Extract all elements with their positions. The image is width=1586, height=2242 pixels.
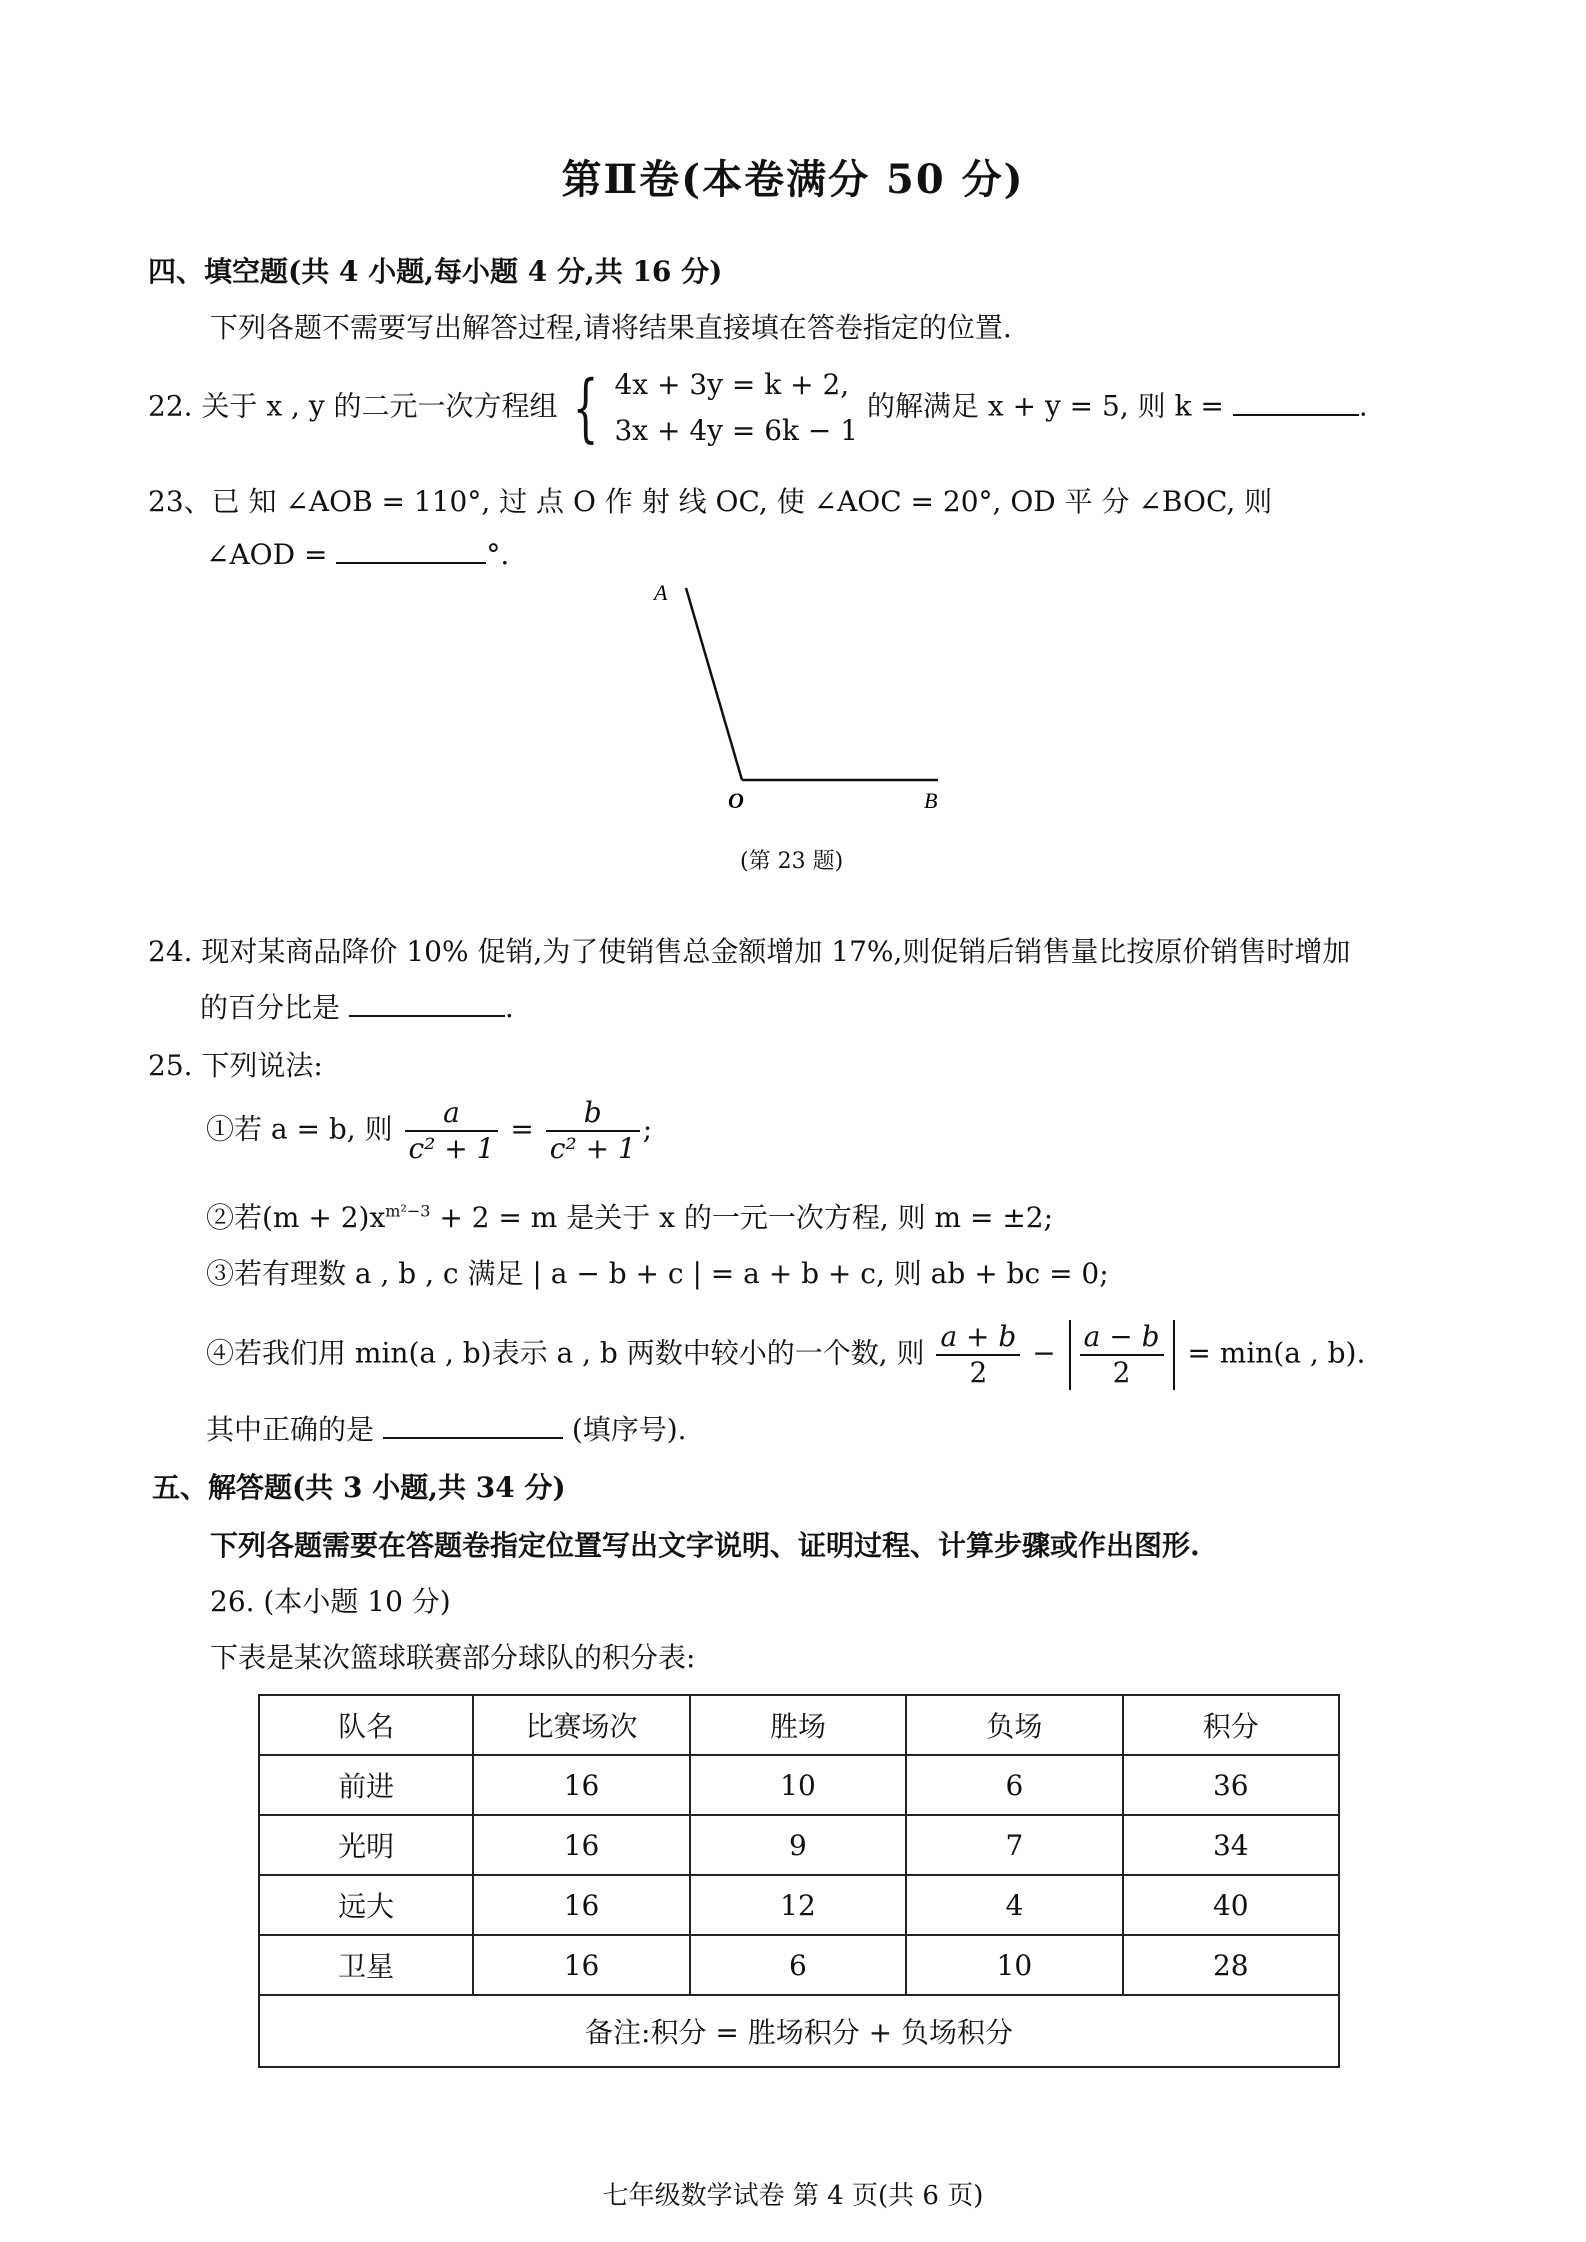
q24-prefix: 的百分比是 (200, 991, 341, 1024)
table-row (259, 1755, 1339, 1815)
table-cell: 34 (1123, 1815, 1339, 1875)
table-cell: 16 (473, 1875, 689, 1935)
table-cell: 光明 (259, 1815, 473, 1875)
question-26-label: 26. (本小题 10 分) (210, 1585, 451, 1618)
q22-end: . (1358, 389, 1368, 423)
table-note-row (259, 1995, 1339, 2067)
section-5-instruction: 下列各题需要在答题卷指定位置写出文字说明、证明过程、计算步骤或作出图形. (210, 1529, 1200, 1562)
fraction-b (546, 1096, 640, 1166)
table-cell: 7 (906, 1815, 1122, 1875)
header-cell: 胜场 (690, 1695, 906, 1755)
fraction-b-denominator: c² + 1 (549, 1132, 636, 1165)
table-cell: 10 (906, 1935, 1122, 1995)
header-cell: 负场 (906, 1695, 1122, 1755)
answer-blank-24 (349, 991, 505, 1017)
question-25-intro: 25. 下列说法: (148, 1049, 323, 1082)
question-22 (148, 362, 1368, 454)
system-brace: { (573, 365, 599, 451)
statement-1 (206, 1096, 652, 1166)
table-cell: 10 (690, 1755, 906, 1815)
fraction-sum (936, 1320, 1020, 1390)
equation-system (614, 362, 858, 454)
table-cell: 16 (473, 1755, 689, 1815)
q23-suffix: °. (486, 538, 510, 571)
fraction-diff (1080, 1320, 1164, 1390)
table-row (259, 1875, 1339, 1935)
q25-answer-prefix: 其中正确的是 (206, 1413, 375, 1446)
question-24-line-1: 24. 现对某商品降价 10% 促销,为了使销售总金额增加 17%,则促销后销售量比按原价销售时增加 (148, 935, 1351, 968)
q23-prefix: ∠AOD = (206, 538, 328, 571)
table-note: 备注:积分 = 胜场积分 + 负场积分 (259, 1995, 1339, 2067)
angle-figure (640, 570, 960, 810)
statement-2-post: + 2 = m 是关于 x 的一元一次方程, 则 m = ±2; (430, 1201, 1054, 1234)
section-5-heading: 五、解答题(共 3 小题,共 34 分) (152, 1471, 566, 1504)
question-23-line-2 (206, 538, 509, 571)
table-cell: 前进 (259, 1755, 473, 1815)
header-cell: 队名 (259, 1695, 473, 1755)
table-cell: 16 (473, 1935, 689, 1995)
answer-blank-25 (383, 1413, 563, 1439)
statement-3: ③若有理数 a , b , c 满足 | a − b + c | = a + b + c, 则 ab + bc = 0; (206, 1257, 1109, 1290)
standings-table (258, 1694, 1340, 2068)
question-23-line-1: 23、已 知 ∠AOB = 110°, 过 点 O 作 射 线 OC, 使 ∠AOC = 20°, OD 平 分 ∠BOC, 则 (148, 485, 1273, 518)
table-cell: 6 (906, 1755, 1122, 1815)
table-cell: 12 (690, 1875, 906, 1935)
ray-oa (686, 588, 742, 780)
fraction-sum-numerator: a + b (936, 1320, 1020, 1356)
q22-equation-1: 4x + 3y = k + 2, (614, 368, 850, 401)
table-row (259, 1935, 1339, 1995)
statement-2-exponent: m²−3 (385, 1201, 431, 1221)
statement-4-prefix: ④若我们用 min(a , b)表示 a , b 两数中较小的一个数, 则 (206, 1336, 925, 1370)
table-cell: 16 (473, 1815, 689, 1875)
table-header-row (259, 1695, 1339, 1755)
table-cell: 远大 (259, 1875, 473, 1935)
question-25-answer (206, 1408, 687, 1448)
point-label-b: B (924, 788, 938, 810)
statement-1-prefix: ①若 a = b, 则 (206, 1112, 393, 1146)
answer-blank-22 (1233, 390, 1359, 416)
table-row (259, 1815, 1339, 1875)
minus-sign: − (1032, 1336, 1056, 1370)
question-26-intro: 下表是某次篮球联赛部分球队的积分表: (210, 1641, 696, 1674)
header-cell: 比赛场次 (473, 1695, 689, 1755)
fraction-a-numerator: a (405, 1096, 499, 1132)
point-label-a: A (654, 580, 668, 605)
point-label-o: O (728, 788, 744, 810)
statement-4 (206, 1320, 1365, 1390)
q22-prefix: 22. 关于 x , y 的二元一次方程组 (148, 389, 558, 423)
section-4-heading: 四、填空题(共 4 小题,每小题 4 分,共 16 分) (148, 255, 723, 288)
answer-blank-23 (336, 538, 486, 564)
page-footer: 七年级数学试卷 第 4 页(共 6 页) (602, 2181, 984, 2211)
q22-equation-2: 3x + 4y = 6k − 1 (614, 414, 859, 447)
statement-1-end: ; (642, 1112, 653, 1146)
equals-sign: = (510, 1112, 534, 1146)
fraction-a (405, 1096, 499, 1166)
table-cell: 卫星 (259, 1935, 473, 1995)
fraction-a-denominator: c² + 1 (408, 1132, 495, 1165)
absolute-value (1069, 1320, 1175, 1390)
table-cell: 9 (690, 1815, 906, 1875)
statement-4-suffix: = min(a , b). (1187, 1336, 1366, 1370)
statement-2-pre: ②若(m + 2)x (206, 1201, 386, 1234)
figure-caption: (第 23 题) (740, 849, 844, 874)
table-cell: 28 (1123, 1935, 1339, 1995)
q22-suffix: 的解满足 x + y = 5, 则 k = (866, 389, 1224, 423)
table-cell: 40 (1123, 1875, 1339, 1935)
statement-2 (206, 1196, 1053, 1236)
table-cell: 6 (690, 1935, 906, 1995)
page-title: 第Ⅱ卷(本卷满分 50 分) (561, 156, 1025, 203)
header-cell: 积分 (1123, 1695, 1339, 1755)
q24-suffix: . (504, 991, 514, 1024)
q25-answer-suffix: (填序号). (571, 1413, 687, 1446)
table-cell: 36 (1123, 1755, 1339, 1815)
fraction-diff-numerator: a − b (1080, 1320, 1164, 1356)
fraction-diff-denominator: 2 (1112, 1356, 1131, 1389)
table-cell: 4 (906, 1875, 1122, 1935)
question-24-line-2 (200, 986, 514, 1026)
fraction-sum-denominator: 2 (969, 1356, 988, 1389)
fraction-b-numerator: b (546, 1096, 640, 1132)
section-4-instruction: 下列各题不需要写出解答过程,请将结果直接填在答卷指定的位置. (210, 311, 1012, 344)
